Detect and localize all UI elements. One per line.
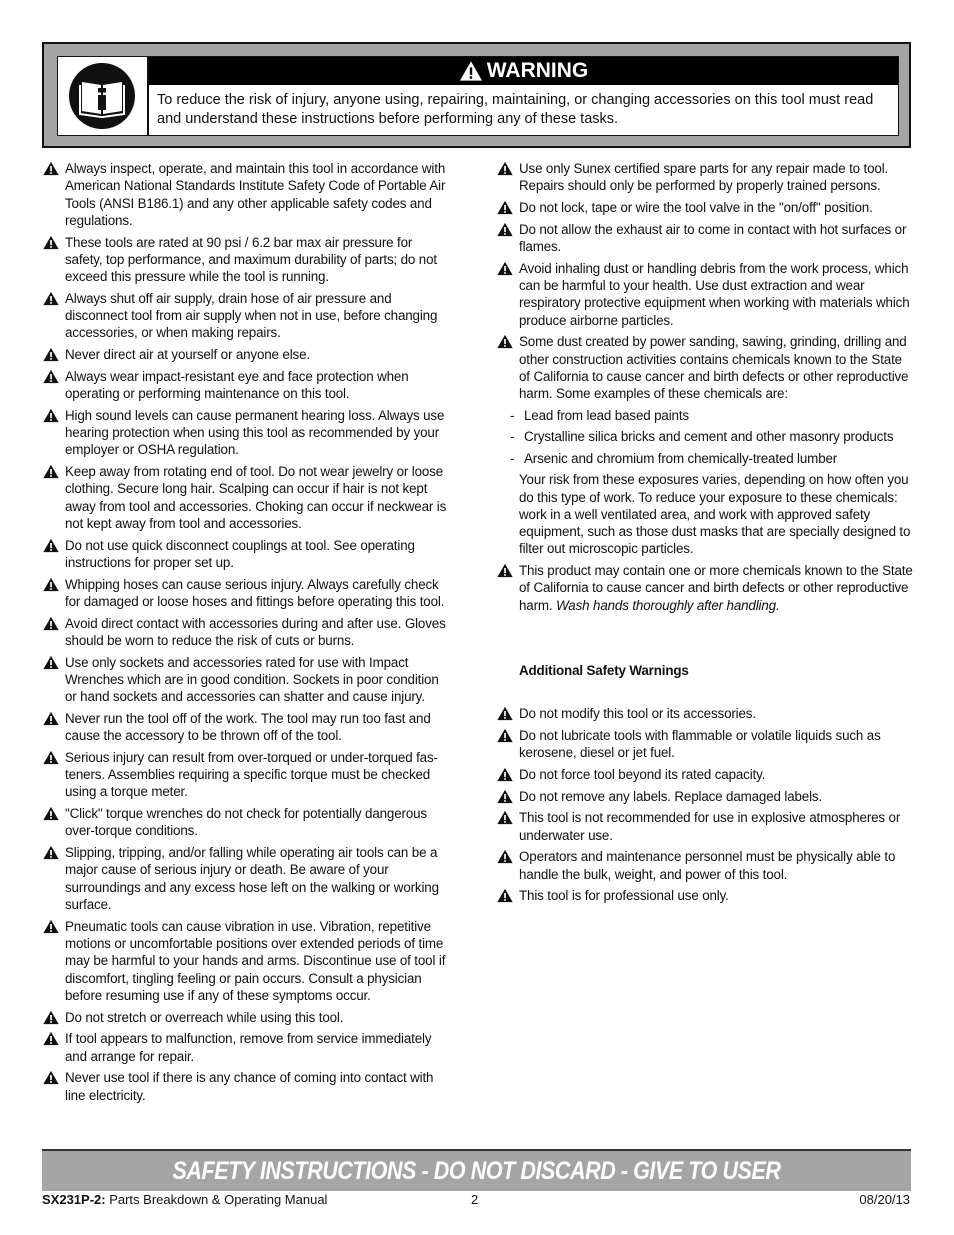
warning-triangle-icon <box>42 655 60 670</box>
safety-item-text: Pneumatic tools can cause vibration in use. Vibration, repetitive motions or uncomfortable positions over extended periods of time may be harmful to your hands and arms. Discontinue use of tool if discomfort, tingling feeling or pain occurs. Consult a physician before resuming use if any of these symptoms occur. <box>65 918 446 1003</box>
revision-date: 08/20/13 <box>859 1192 910 1207</box>
warning-triangle-icon <box>42 235 60 250</box>
left-column <box>42 160 447 1108</box>
safety-item-text: If tool appears to malfunction, remove from service immediately and arrange for repair. <box>65 1031 432 1064</box>
safety-item-text: Do not lubricate tools with flammable or volatile liquids such as kerosene, diesel or jet fuel. <box>519 728 881 761</box>
warning-triangle-icon <box>496 200 514 215</box>
warning-triangle-icon <box>42 369 60 384</box>
chemical-example <box>510 407 914 424</box>
warning-triangle-icon <box>42 1010 60 1025</box>
safety-item <box>42 1009 447 1026</box>
warning-text: To reduce the risk of injury, anyone using, repairing, maintaining, or changing accessories on this tool must read and understand these instructions before performing any of these tasks. <box>157 92 874 127</box>
safety-item-text: This product may contain one or more chemicals known to the State of California to cause cancer and birth defects or other reproductive harm. Wash hands thoroughly after handling. <box>519 563 913 613</box>
safety-item-text: Do not force tool beyond its rated capacity. <box>519 767 766 782</box>
safety-item-text: Do not remove any labels. Replace damaged labels. <box>519 788 823 804</box>
warning-title: WARNING <box>486 59 589 82</box>
read-manual-icon <box>68 62 136 130</box>
safety-item <box>42 537 447 572</box>
safety-item-text: Do not allow the exhaust air to come in contact with hot surfaces or flames. <box>519 221 907 254</box>
safety-item <box>496 848 914 883</box>
footer-banner <box>42 1149 911 1191</box>
warning-triangle-icon <box>42 161 60 176</box>
safety-item <box>42 290 447 342</box>
safety-item <box>496 788 914 805</box>
safety-item-text: Use only sockets and accessories rated for use with Impact Wrenches which are in good condition. Sockets in poor condition or hand sockets and accessories can shatter and cause injury. <box>65 654 439 705</box>
warning-triangle-icon <box>42 711 60 726</box>
safety-item-text: Do not modify this tool or its accessories. <box>519 706 756 722</box>
warning-triangle-icon <box>42 464 60 479</box>
chemical-example <box>510 428 914 445</box>
dash-bullet: - <box>510 429 515 445</box>
warning-triangle-icon <box>42 347 60 362</box>
safety-item <box>42 654 447 706</box>
warning-triangle-icon <box>42 806 60 821</box>
chemical-examples-list <box>496 407 914 467</box>
safety-item <box>42 749 447 801</box>
chemical-example-text: Arsenic and chromium from chemically-treated lumber <box>524 450 838 466</box>
chemical-example-text: Crystalline silica bricks and cement and other masonry products <box>524 429 894 445</box>
safety-item-text: Keep away from rotating end of tool. Do not wear jewelry or loose clothing. Secure long hair. Scalping can occur if hair is not kept away from tool and accessories. Choking can occur if neckwear is not kept away from tool and accessories. <box>65 464 447 531</box>
risk-paragraph: Your risk from these exposures varies, depending on how often you do this type of work. To reduce your exposure to these chemicals: work in a well ventilated area, and work with approved safety equipment, such as those dust masks that are specially designed to filter out microscopic particles. <box>519 472 911 557</box>
chemical-example-text: Lead from lead based paints <box>524 407 689 423</box>
safety-item-text: Always shut off air supply, drain hose of air pressure and disconnect tool from air supply when not in use, before changing accessories, or when making repairs. <box>65 290 438 341</box>
safety-item-text: Whipping hoses can cause serious injury. Always carefully check for damaged or loose hoses and fittings before operating this tool. <box>65 576 445 609</box>
warning-triangle-icon <box>42 919 60 934</box>
safety-item-text: Always inspect, operate, and maintain this tool in accordance with American National Standards Institute Safety Code of Portable Air Tools (ANSI B186.1) and any other applicable safety codes and regulations. <box>65 161 446 228</box>
safety-item <box>496 887 914 904</box>
safety-item-text: Serious injury can result from over-torqued or under-torqued fas-teners. Assemblies requiring a specific torque must be checked using a torque meter. <box>65 749 438 800</box>
warning-triangle-icon <box>496 810 514 825</box>
safety-item-text: Do not lock, tape or wire the tool valve in the "on/off" position. <box>519 199 873 215</box>
safety-item <box>496 705 914 722</box>
warning-triangle-icon <box>496 849 514 864</box>
safety-item <box>42 1069 447 1104</box>
warning-triangle-icon <box>496 334 514 349</box>
safety-item <box>496 221 914 256</box>
safety-item <box>42 368 447 403</box>
safety-item-text: Do not stretch or overreach while using this tool. <box>65 1009 344 1025</box>
safety-item-text: High sound levels can cause permanent hearing loss. Always use hearing protection when using this tool as recommended by your employer or OSHA regulation. <box>65 407 445 458</box>
safety-item <box>42 710 447 745</box>
safety-item-text: Never direct air at yourself or anyone else. <box>65 347 310 363</box>
safety-item-text: Always wear impact-resistant eye and face protection when operating or performing maintenance on this tool. <box>65 368 409 402</box>
right-column <box>496 160 914 909</box>
safety-item-text: Do not use quick disconnect couplings at tool. See operating instructions for proper set up. <box>65 537 415 570</box>
safety-item-text: This tool is not recommended for use in explosive atmospheres or underwater use. <box>519 810 901 843</box>
safety-item-text: Operators and maintenance personnel must be physically able to handle the bulk, weight, and power of this tool. <box>519 849 896 882</box>
safety-item-text: Avoid inhaling dust or handling debris from the work process, which can be harmful to your health. Use dust extraction and wear respiratory protective equipment when working with materials which produce airborne particles. <box>519 260 910 328</box>
footer-banner-text: SAFETY INSTRUCTIONS - DO NOT DISCARD - GIVE TO USER <box>172 1156 781 1185</box>
safety-item <box>42 234 447 286</box>
safety-item <box>496 160 914 195</box>
additional-safety-heading: Additional Safety Warnings <box>519 663 689 679</box>
safety-item <box>42 576 447 611</box>
safety-item <box>42 615 447 650</box>
safety-item <box>496 333 914 402</box>
warning-triangle-icon <box>496 789 514 804</box>
manual-icon-cell <box>57 56 148 136</box>
warning-triangle-icon <box>496 563 514 578</box>
warning-triangle-icon <box>496 767 514 782</box>
warning-triangle-icon <box>42 291 60 306</box>
safety-item <box>496 727 914 762</box>
warning-triangle-icon <box>42 577 60 592</box>
safety-item-text: Avoid direct contact with accessories during and after use. Gloves should be worn to reduce the risk of cuts or burns. <box>65 615 446 648</box>
warning-triangle-icon <box>42 408 60 423</box>
dash-bullet: - <box>510 407 515 423</box>
safety-item-text: Use only Sunex certified spare parts for any repair made to tool. Repairs should only be performed by properly trained persons. <box>519 161 889 194</box>
safety-item <box>42 463 447 532</box>
safety-item-text: Some dust created by power sanding, sawing, grinding, drilling and other construction activities contains chemicals known to the State of California to cause cancer and birth defects or other reproductive harm. Some examples of these chemicals are: <box>519 334 909 402</box>
safety-item <box>42 844 447 913</box>
safety-item <box>42 918 447 1004</box>
dash-bullet: - <box>510 450 515 466</box>
safety-item <box>42 1030 447 1065</box>
warning-title-bar <box>149 57 898 85</box>
warning-triangle-icon <box>42 538 60 553</box>
safety-item <box>496 562 914 614</box>
safety-item-text: Never use tool if there is any chance of coming into contact with line electricity. <box>65 1070 434 1103</box>
warning-panel <box>148 56 899 136</box>
warning-triangle-icon <box>459 60 483 82</box>
safety-item-text: Slipping, tripping, and/or falling while operating air tools can be a major cause of serious injury or death. Be aware of your surroundings and any excess hose left on the walking or working surface. <box>65 845 439 913</box>
warning-triangle-icon <box>42 1031 60 1046</box>
warning-triangle-icon <box>42 845 60 860</box>
safety-item <box>42 407 447 459</box>
warning-triangle-icon <box>496 706 514 721</box>
safety-item <box>496 766 914 783</box>
warning-box <box>42 42 911 148</box>
warning-triangle-icon <box>496 161 514 176</box>
warning-triangle-icon <box>496 222 514 237</box>
warning-triangle-icon <box>42 1070 60 1085</box>
safety-item-text: "Click" torque wrenches do not check for potentially dangerous over-torque conditions. <box>65 806 427 839</box>
warning-triangle-icon <box>496 888 514 903</box>
manual-title: SX231P-2: Parts Breakdown & Operating Manual <box>42 1192 328 1207</box>
safety-item-text: These tools are rated at 90 psi / 6.2 bar max air pressure for safety, top performance, and maximum durability of parts; do not exceed this pressure while the tool is running. <box>65 234 437 285</box>
chemical-example <box>510 450 914 467</box>
warning-triangle-icon <box>42 750 60 765</box>
safety-item-text: This tool is for professional use only. <box>519 888 729 904</box>
warning-triangle-icon <box>42 616 60 631</box>
safety-item-text: Never run the tool off of the work. The tool may run too fast and cause the accessory to be thrown off of the tool. <box>65 710 431 744</box>
warning-triangle-icon <box>496 261 514 276</box>
safety-item <box>496 809 914 844</box>
safety-item <box>42 346 447 363</box>
safety-item <box>496 199 914 216</box>
safety-item <box>42 805 447 840</box>
safety-item <box>42 160 447 229</box>
page-number: 2 <box>471 1192 479 1207</box>
safety-item <box>496 260 914 329</box>
warning-triangle-icon <box>496 728 514 743</box>
